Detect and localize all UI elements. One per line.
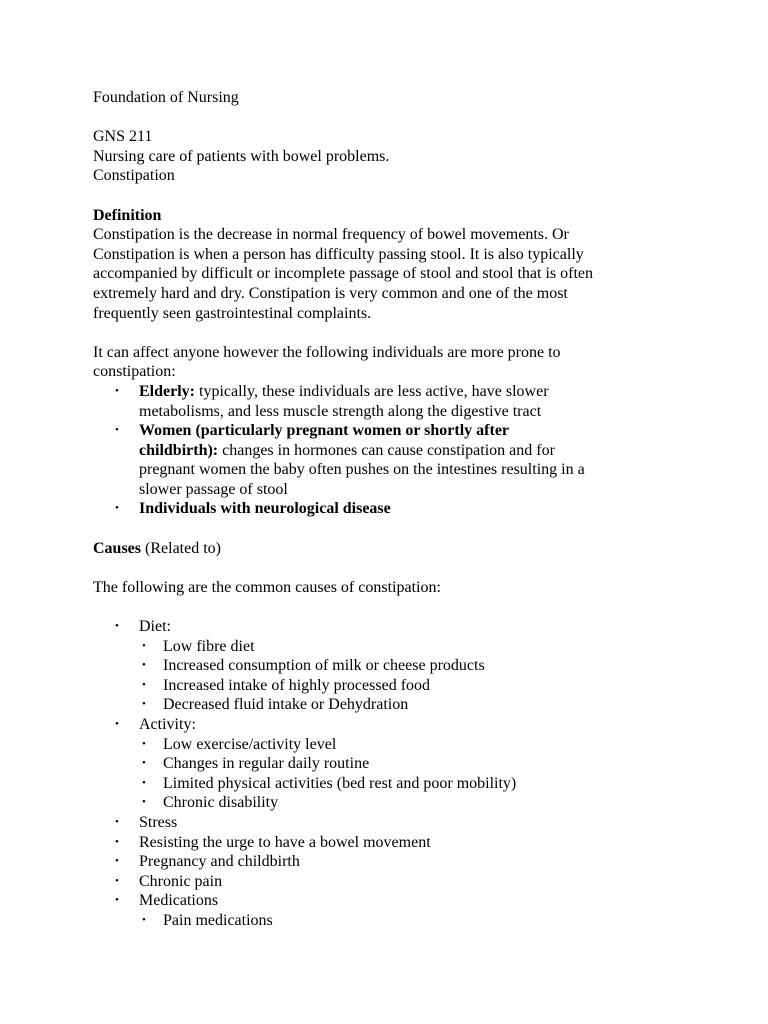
bullet-icon: •: [115, 718, 119, 730]
course-title: Foundation of Nursing: [93, 89, 239, 106]
sub-list-item: • Pain medications: [142, 911, 273, 929]
list-item: [93, 852, 673, 872]
item-label: Stress: [139, 813, 178, 831]
bullet-icon: •: [115, 835, 119, 848]
list-item: [93, 499, 673, 519]
item-label: Diet:: [139, 618, 171, 636]
topic-title: Nursing care of patients with bowel problems.: [93, 147, 390, 165]
item-text: changes in hormones can cause constipation and for: [218, 441, 555, 459]
bullet-icon: •: [142, 678, 146, 691]
bullet-icon: •: [142, 737, 146, 750]
bullet-icon: •: [115, 855, 119, 868]
item-label: Activity:: [139, 716, 196, 733]
bullet-icon: •: [142, 796, 146, 809]
bullet-icon: •: [142, 776, 146, 789]
definition-heading: Definition: [93, 206, 162, 224]
document-page: [93, 88, 673, 931]
sub-list-item: • Changes in regular daily routine: [142, 755, 370, 773]
item-label: Pregnancy and childbirth: [139, 853, 300, 871]
item-label: childbirth):: [139, 441, 219, 459]
definition-paragraph: [93, 225, 673, 323]
causes-intro: The following are the common causes of constipation:: [93, 578, 441, 596]
causes-heading: Causes: [93, 539, 142, 557]
prone-intro-line: It can affect anyone however the following individuals are more prone to: [93, 343, 561, 361]
sub-list: [139, 735, 673, 813]
list-item: [93, 715, 673, 813]
list-item: [93, 421, 673, 499]
sub-list: [139, 637, 673, 715]
definition-line: Constipation is the decrease in normal frequency of bowel movements. Or: [93, 226, 569, 244]
item-label: Chronic pain: [139, 872, 223, 890]
sub-list-item: • Increased consumption of milk or cheese products: [142, 657, 485, 675]
bullet-icon: •: [142, 698, 146, 711]
item-label: Resisting the urge to have a bowel movement: [139, 833, 431, 851]
item-label: Medications: [139, 892, 219, 910]
prone-list: [93, 382, 673, 519]
sub-list-item: • Limited physical activities (bed rest and poor mobility): [142, 774, 517, 792]
sub-list-item: • Low exercise/activity level: [142, 735, 337, 753]
bullet-icon: •: [142, 913, 146, 926]
bullet-icon: •: [115, 874, 119, 887]
sub-list: [139, 911, 673, 931]
definition-line: accompanied by difficult or incomplete passage of stool and stool that is often: [93, 265, 594, 283]
definition-line: frequently seen gastrointestinal complaints.: [93, 304, 372, 322]
prone-intro-line: constipation:: [93, 363, 176, 381]
list-item: [93, 382, 673, 421]
bullet-icon: •: [115, 384, 119, 397]
sub-list-item: • Decreased fluid intake or Dehydration: [142, 696, 409, 714]
bullet-icon: •: [115, 894, 119, 907]
item-label: Elderly:: [139, 382, 195, 400]
prone-intro: [93, 343, 673, 382]
item-text: typically, these individuals are less active, have slower: [195, 382, 549, 400]
bullet-icon: •: [142, 639, 146, 652]
bullet-icon: •: [115, 502, 119, 515]
definition-line: Constipation is when a person has difficulty passing stool. It is also typically: [93, 245, 584, 263]
item-label: Individuals with neurological disease: [139, 500, 391, 518]
course-code: GNS 211: [93, 128, 153, 146]
sub-list-item: • Low fibre diet: [142, 637, 255, 655]
bullet-icon: •: [142, 757, 146, 770]
causes-heading-suffix: (Related to): [141, 539, 221, 557]
causes-list: [93, 617, 673, 931]
bullet-icon: •: [115, 424, 119, 437]
subtopic-title: Constipation: [93, 167, 175, 185]
list-item: [93, 813, 673, 833]
list-item: [93, 891, 673, 930]
bullet-icon: •: [115, 815, 119, 828]
list-item: [93, 833, 673, 853]
list-item: [93, 617, 673, 715]
list-item: [93, 872, 673, 892]
item-text: metabolisms, and less muscle strength along the digestive tract: [139, 402, 542, 420]
item-label: Women (particularly pregnant women or shortly after: [139, 422, 510, 440]
sub-list-item: • Chronic disability: [142, 794, 279, 812]
sub-list-item: • Increased intake of highly processed food: [142, 676, 431, 694]
item-text: slower passage of stool: [139, 480, 288, 498]
definition-line: extremely hard and dry. Constipation is very common and one of the most: [93, 284, 568, 302]
bullet-icon: •: [142, 659, 146, 672]
item-text: pregnant women the baby often pushes on the intestines resulting in a: [139, 461, 585, 479]
bullet-icon: •: [115, 620, 119, 633]
